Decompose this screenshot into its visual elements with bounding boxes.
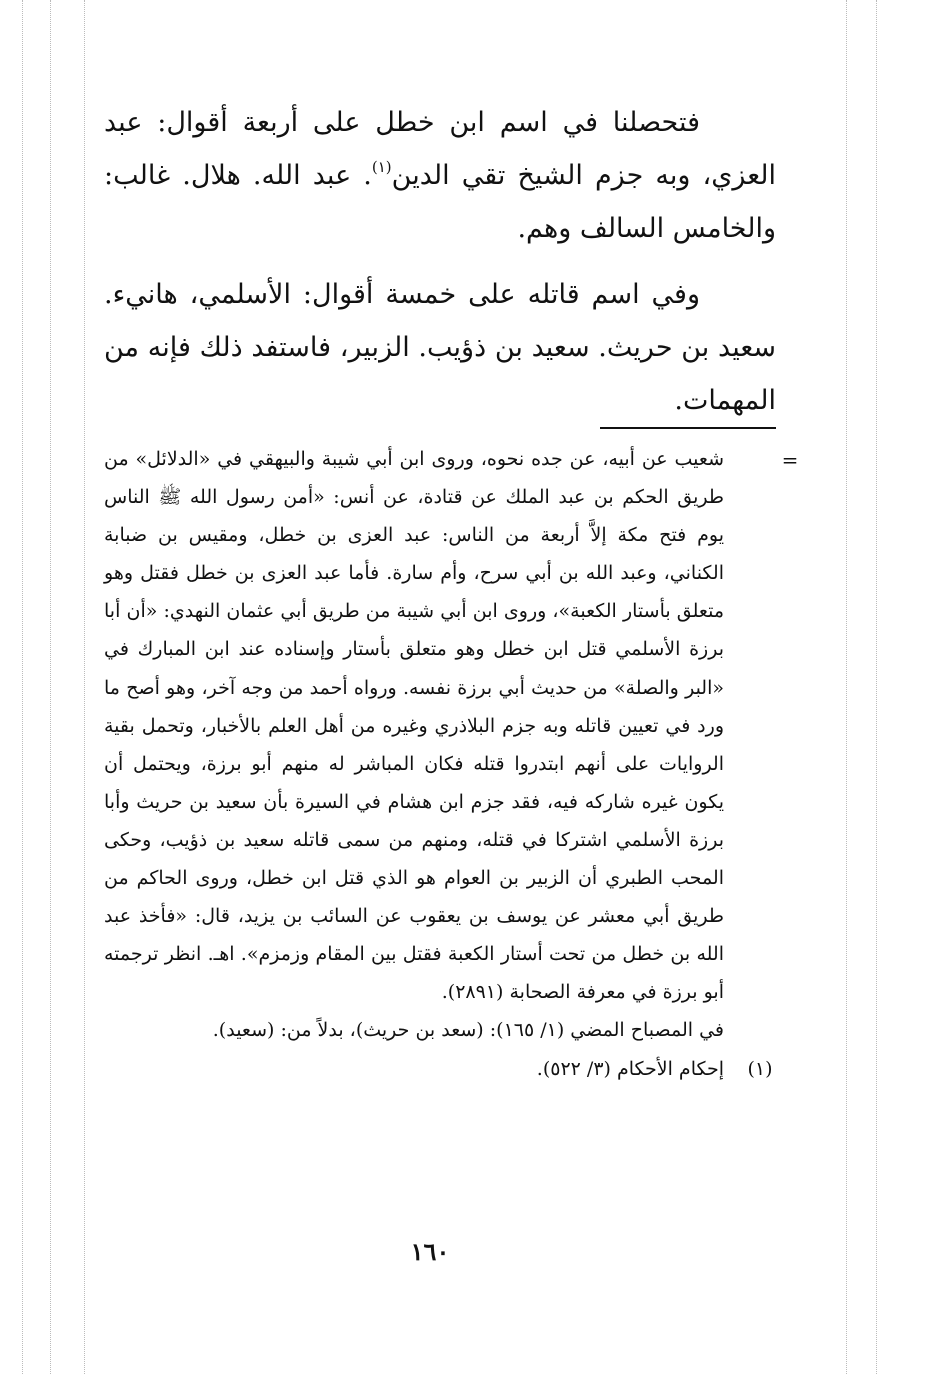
footnote-number: (١): [747, 1057, 773, 1080]
scan-dotted-line: [84, 0, 85, 1374]
main-paragraph: [104, 96, 776, 255]
footnotes: [104, 440, 773, 1088]
main-paragraph-text: فتحصلنا في اسم ابن خطل على أربعة أقوال: عبد العزي، وبه جزم الشيخ تقي الدين: [104, 107, 776, 191]
scan-dotted-line: [22, 0, 23, 1374]
main-text: [104, 96, 776, 427]
main-paragraph: وفي اسم قاتله على خمسة أقوال: الأسلمي، هانيء. سعيد بن حريث. سعيد بن ذؤيب. الزبير، فاستفد ذلك فإنه من المهمات.: [104, 279, 776, 416]
scan-dotted-line: [846, 0, 847, 1374]
footnote-variant-note: في المصباح المضي (١/ ١٦٥): (سعد بن حريث)، بدلاً من: (سعيد).: [212, 1019, 724, 1042]
scan-dotted-line: [876, 0, 877, 1374]
footnote-continuation-mark: =: [781, 448, 799, 472]
footnote-separator: [600, 427, 776, 429]
footnote-continued-text: شعيب عن أبيه، عن جده نحوه، وروى ابن أبي شيبة والبيهقي في «الدلائل» من طريق الحكم بن عبد الملك عن قتادة، عن أنس: «أمن رسول الله ﷺ الناس يوم فتح مكة إلاَّ أربعة من الناس: عبد العزى بن خطل، ومقيس بن ضبابة الكناني، وعبد الله بن أبي سرح، وأم سارة. فأما عبد العزى بن خطل فقتل وهو متعلق بأستار الكعبة»، وروى ابن أبي شيبة من طريق أبي عثمان النهدي: «أن أبا برزة الأسلمي قتل ابن خطل وهو متعلق بأستار وإسناده عند ابن المبارك في «البر والصلة» من حديث أبي برزة نفسه. ورواه أحمد من وجه آخر، وهو أصح ما ورد في تعيين قاتله وبه جزم البلاذري وغيره من أهل العلم بالأخبار، وتحمل بقية الروايات على أنهم ابتدروا قتله فكان المباشر له منهم أبو برزة، ويحتمل أن يكون غيره شاركه فيه، فقد جزم ابن هشام في السيرة بأن سعيد بن حريث وأبا برزة الأسلمي اشتركا في قتله، ومنهم من سمى قاتله سعيد بن ذؤيب، وحكى المحب الطبري أن الزبير بن العوام هو الذي قتل ابن خطل، وروى الحاكم من طريق أبي معشر عن يوسف بن يعقوب عن السائب بن يزيد، قال: «فأخذ عبد الله بن خطل من تحت أستار الكعبة فقتل بين المقام وزمزم». اهـ. انظر ترجمته أبو برزة في معرفة الصحابة (٢٨٩١).: [104, 448, 725, 1004]
scan-dotted-line: [50, 0, 51, 1374]
page-number: ١٦٠: [410, 1237, 450, 1266]
footnote-text: إحكام الأحكام (٣/ ٥٢٢).: [536, 1057, 724, 1080]
footnote-reference[interactable]: (١): [371, 158, 392, 176]
main-paragraph-text: . عبد الله. هلال. غالب: والخامس السالف وهم.: [104, 160, 776, 244]
footnote-item: [104, 1050, 773, 1088]
